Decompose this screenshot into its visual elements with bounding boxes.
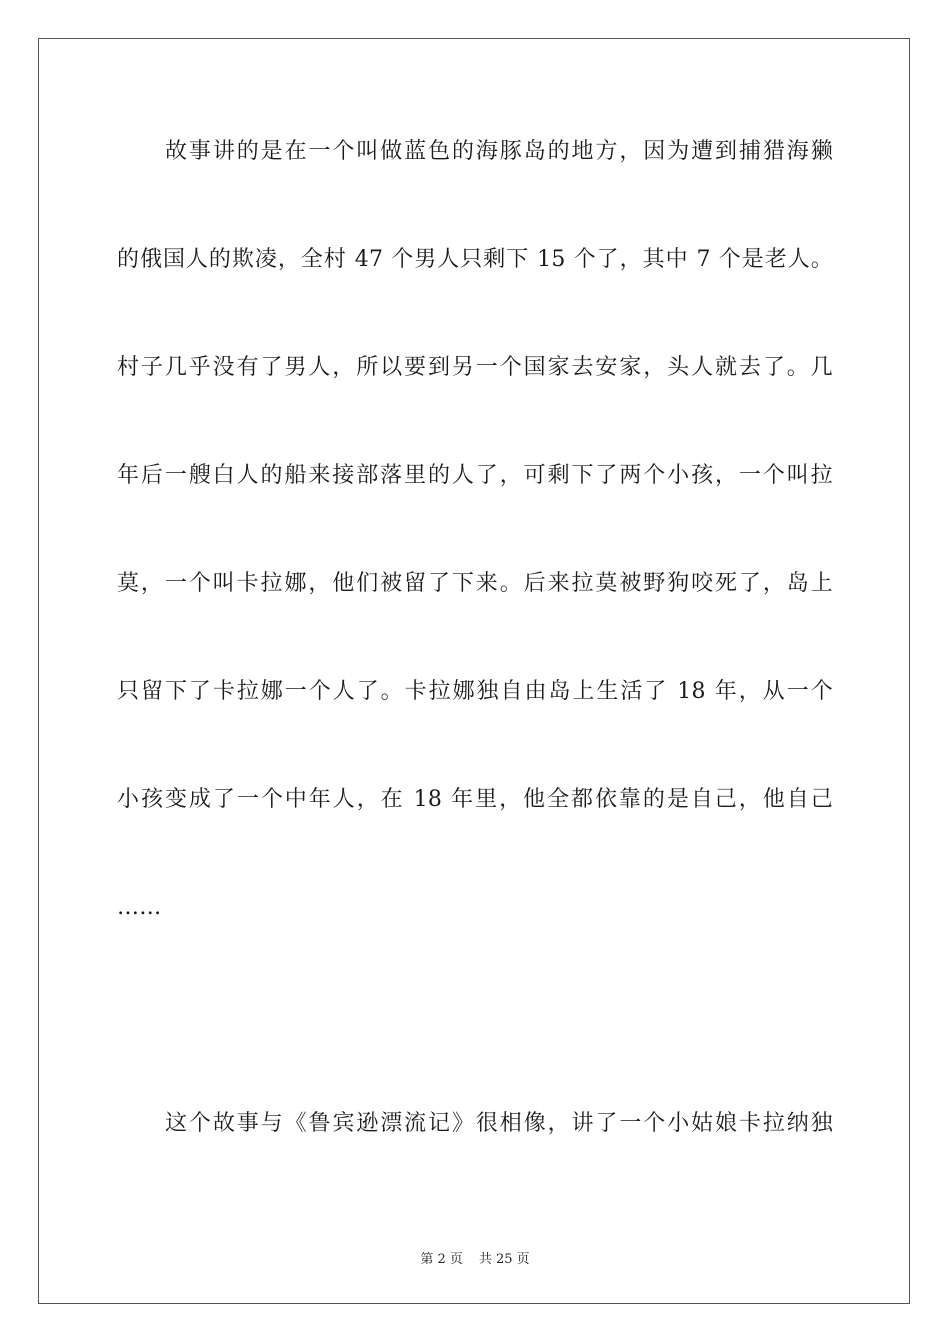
- paragraph-line: 村子几乎没有了男人，所以要到另一个国家去安家，头人就去了。几: [117, 355, 833, 380]
- paragraph-line: 小孩变成了一个中年人，在 18 年里，他全都依靠的是自己，他自己: [117, 787, 833, 812]
- paragraph-line: ……: [117, 895, 162, 920]
- paragraph-line: 年后一艘白人的船来接部落里的人了，可剩下了两个小孩，一个叫拉: [117, 463, 833, 488]
- paragraph-line: 只留下了卡拉娜一个人了。卡拉娜独自由岛上生活了 18 年，从一个: [117, 679, 833, 704]
- paragraph-line: 莫，一个叫卡拉娜，他们被留了下来。后来拉莫被野狗咬死了，岛上: [117, 571, 833, 596]
- paragraph-line: 这个故事与《鲁宾逊漂流记》很相像，讲了一个小姑娘卡拉纳独: [165, 1111, 833, 1136]
- document-body: [117, 128, 833, 1208]
- paragraph-line: 的俄国人的欺凌，全村 47 个男人只剩下 15 个了，其中 7 个是老人。: [117, 247, 833, 272]
- paragraph-line: 故事讲的是在一个叫做蓝色的海豚岛的地方，因为遭到捕猎海獭: [165, 139, 833, 164]
- paragraph-spacer: [117, 992, 833, 1100]
- page-footer: [0, 1248, 950, 1267]
- page-total: 共 25 页: [478, 1252, 530, 1267]
- page-number: 第 2 页: [420, 1252, 463, 1267]
